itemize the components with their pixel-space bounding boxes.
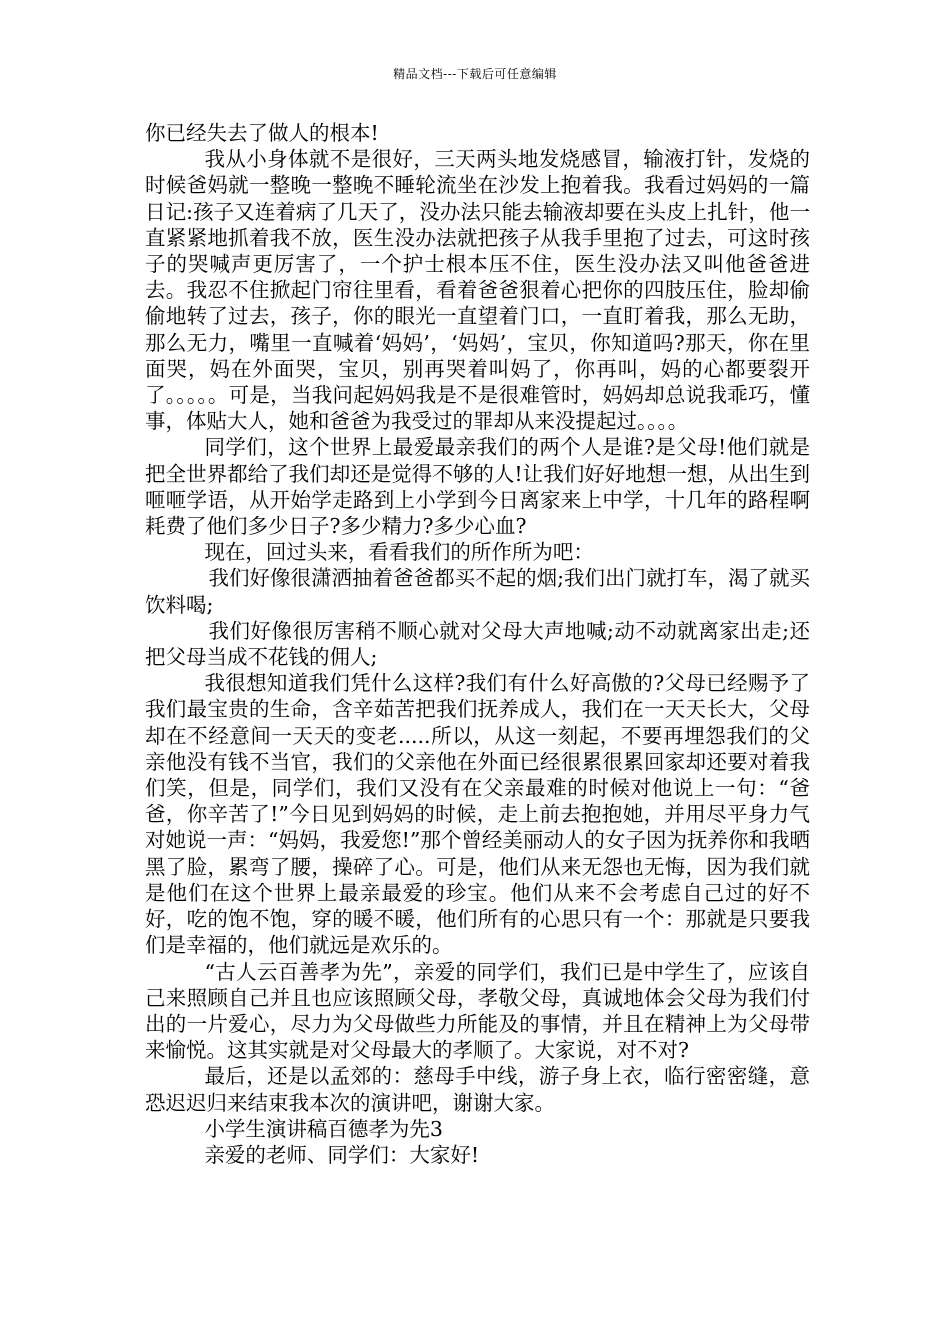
paragraph-behavior-1: 我们好像很潇洒抽着爸爸都买不起的烟;我们出门就打车，渴了就买饮料喝; [145,566,810,617]
paragraph-continuation: 你已经失去了做人的根本! [145,121,379,145]
paragraph-filial-piety: “古人云百善孝为先”，亲爱的同学们，我们已是中学生了，应该自己来照顾自己并且也应该照顾父母，孝敬父母，真诚地体会父母为我们付出的一片爱心，尽力为父母做些力所能及的事情，并且在精神上为父母带来愉悦。这其实就是对父母最大的孝顺了。大家说，对不对? [145,959,810,1063]
paragraph-childhood-illness: 我从小身体就不是很好，三天两头地发烧感冒，输液打针，发烧的时候爸妈就一整晚一整晚不睡轮流坐在沙发上抱着我。我看过妈妈的一篇日记:孩子又连着病了几天了，没办法只能去输液却要在头皮上扎针，他一直紧紧地抓着我不放，医生没办法就把孩子从我手里抱了过去，可这时孩子的哭喊声更厉害了，一个护士根本压不住，医生没办法又叫他爸爸进去。我忍不住掀起门帘往里看，看着爸爸狠着心把你的四肢压住，脸却偷偷地转了过去，孩子，你的眼光一直望着门口，一直盯着我，那么无助，那么无力，嘴里一直喊着‘妈妈’，‘妈妈’，宝贝，你知道吗?那天，你在里面哭，妈在外面哭，宝贝，别再哭着叫妈了，你再叫，妈的心都要裂开了。。。。。可是，当我问起妈妈我是不是很难管时，妈妈却总说我乖巧，懂事，体贴大人，她和爸爸为我受过的罪却从来没提起过。。。。 [145,147,810,434]
document-body [145,120,810,1168]
page-header: 精品文档---下载后可任意编辑 [393,67,557,81]
paragraph-look-back: 现在，回过头来，看看我们的所作所为吧： [204,540,594,565]
paragraph-parents-love: 同学们，这个世界上最爱最亲我们的两个人是谁?是父母!他们就是把全世界都给了我们却还是觉得不够的人!让我们好好地想一想，从出生到咂咂学语，从开始学走路到上小学到今日离家来上中学，十几年的路程啊耗费了他们多少日子?多少精力?多少心血? [145,435,810,539]
paragraph-behavior-2: 我们好像很厉害稍不顺心就对父母大声地喊;动不动就离家出走;还把父母当成不花钱的佣人; [145,618,810,670]
paragraph-why: 我很想知道我们凭什么这样?我们有什么好高傲的?父母已经赐予了我们最宝贵的生命，含辛茹苦把我们抚养成人，我们在一天天长大，父母却在不经意间一天天的变老.....所以，从这一刻起，不要再埋怨我们的父亲他没有钱不当官，我们的父亲他在外面已经很累很累回家却还要对着我们笑，但是，同学们，我们又没有在父亲最难的时候对他说上一句：“爸爸，你辛苦了!”今日见到妈妈的时候，走上前去抱抱她，并用尽平身力气对她说一声：“妈妈，我爱您!”那个曾经美丽动人的女子因为抚养你和我晒黑了脸，累弯了腰，操碎了心。可是，他们从来无怨也无悔，因为我们就是他们在这个世界上最亲最爱的珍宝。他们从来不会考虑自己过的好不好，吃的饱不饱，穿的暖不暖，他们所有的心思只有一个：那就是只要我们是幸福的，他们就远是欢乐的。 [145,671,810,958]
salutation: 亲爱的老师、同学们：大家好! [204,1142,480,1167]
section-title: 小学生演讲稿百德孝为先3 [204,1116,443,1141]
paragraph-closing: 最后，还是以孟郊的：慈母手中线，游子身上衣，临行密密缝，意恐迟迟归来结束我本次的演讲吧，谢谢大家。 [145,1064,810,1115]
